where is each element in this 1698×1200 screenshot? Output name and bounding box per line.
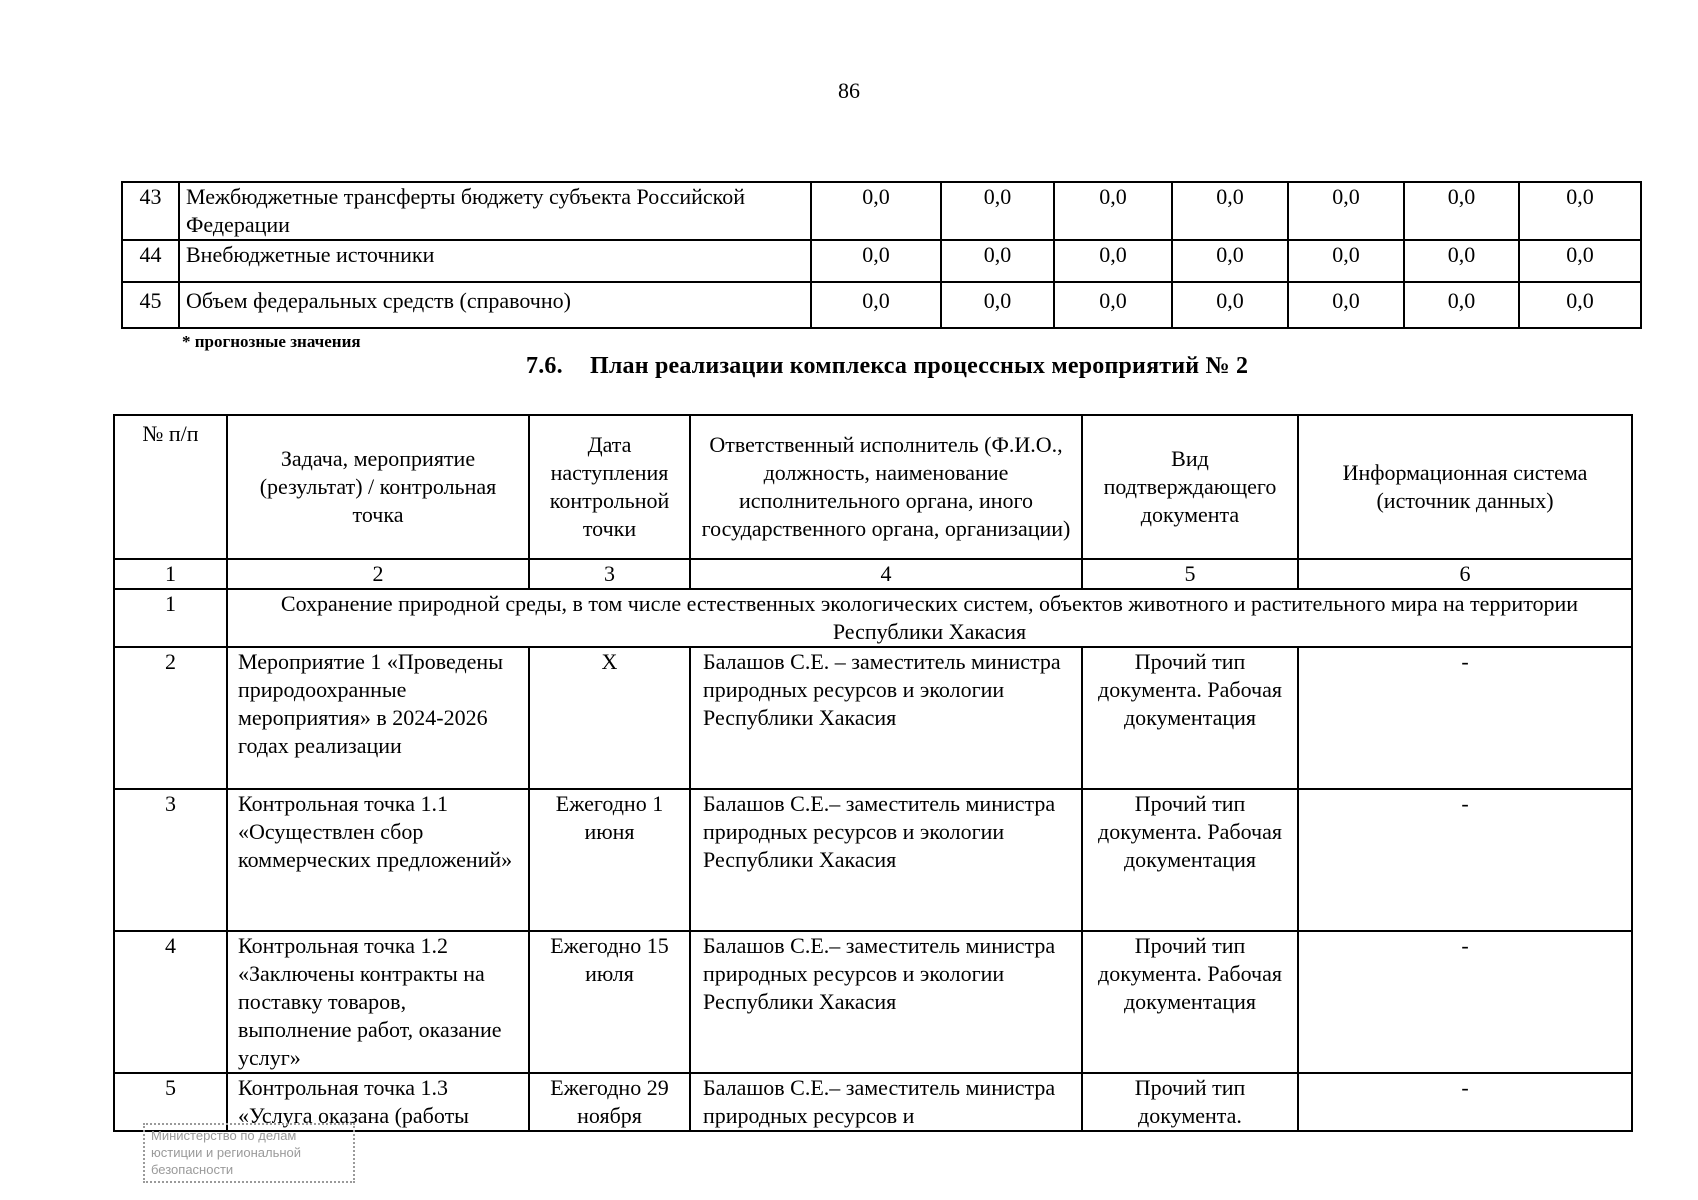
task-cell: Контрольная точка 1.2 «Заключены контракты на поставку товаров, выполнение работ, оказание услуг»: [227, 931, 529, 1073]
value-cell: 0,0: [941, 240, 1054, 282]
budget-table: [121, 181, 1642, 329]
row-number: 2: [114, 647, 227, 789]
section-row: [114, 589, 1632, 647]
document-cell: Прочий тип документа. Рабочая документация: [1082, 931, 1298, 1073]
value-cell: 0,0: [1288, 240, 1404, 282]
col-header-responsible: Ответственный исполнитель (Ф.И.О., должность, наименование исполнительного органа, иного государственного органа, организации): [690, 415, 1082, 559]
value-cell: 0,0: [941, 182, 1054, 240]
header-row: [114, 415, 1632, 559]
value-cell: 0,0: [1519, 282, 1641, 328]
value-cell: 0,0: [1404, 240, 1519, 282]
document-cell: Прочий тип документа. Рабочая документация: [1082, 647, 1298, 789]
task-cell: Мероприятие 1 «Проведены природоохранные мероприятия» в 2024-2026 годах реализации: [227, 647, 529, 789]
value-cell: 0,0: [941, 282, 1054, 328]
date-cell: Х: [529, 647, 690, 789]
col-header-number: № п/п: [114, 415, 227, 559]
column-index-row: [114, 559, 1632, 589]
row-label: Внебюджетные источники: [179, 240, 811, 282]
value-cell: 0,0: [1172, 282, 1288, 328]
footnote: * прогнозные значения: [182, 332, 361, 351]
responsible-cell: Балашов С.Е.– заместитель министра природных ресурсов и экологии Республики Хакасия: [690, 931, 1082, 1073]
value-cell: 0,0: [1172, 240, 1288, 282]
section-title-text: План реализации комплекса процессных мероприятий № 2: [590, 353, 1249, 379]
table-row: [114, 647, 1632, 789]
row-number: 45: [122, 282, 179, 328]
value-cell: 0,0: [1404, 282, 1519, 328]
date-cell: Ежегодно 15 июля: [529, 931, 690, 1073]
row-label: Межбюджетные трансферты бюджету субъекта Российской Федерации: [179, 182, 811, 240]
plan-table: [113, 414, 1633, 1132]
stamp-line: безопасности: [151, 1162, 234, 1177]
row-number: 4: [114, 931, 227, 1073]
value-cell: 0,0: [811, 182, 941, 240]
budget-row: [122, 240, 1641, 282]
section-number: 7.6.: [526, 353, 563, 379]
stamp-line: юстиции и региональной: [151, 1145, 302, 1160]
task-cell: Контрольная точка 1.3 «Услуга оказана (работы: [227, 1073, 529, 1131]
section-title: [526, 353, 1248, 380]
value-cell: 0,0: [1519, 240, 1641, 282]
row-number: 5: [114, 1073, 227, 1131]
system-cell: -: [1298, 789, 1632, 931]
value-cell: 0,0: [1404, 182, 1519, 240]
col-header-document: Вид подтверждающего документа: [1082, 415, 1298, 559]
budget-row: [122, 282, 1641, 328]
value-cell: 0,0: [1288, 282, 1404, 328]
budget-row: [122, 182, 1641, 240]
faded-stamp: [143, 1123, 355, 1183]
section-text: Сохранение природной среды, в том числе естественных экологических систем, объектов животного и растительного мира на территории Республики Хакасия: [227, 589, 1632, 647]
value-cell: 0,0: [1288, 182, 1404, 240]
task-cell: Контрольная точка 1.1 «Осуществлен сбор коммерческих предложений»: [227, 789, 529, 931]
system-cell: -: [1298, 931, 1632, 1073]
column-index: 4: [690, 559, 1082, 589]
column-index: 1: [114, 559, 227, 589]
row-number: 1: [114, 589, 227, 647]
responsible-cell: Балашов С.Е. – заместитель министра природных ресурсов и экологии Республики Хакасия: [690, 647, 1082, 789]
value-cell: 0,0: [1054, 182, 1172, 240]
date-cell: Ежегодно 29 ноября: [529, 1073, 690, 1131]
col-header-task: Задача, мероприятие (результат) / контрольная точка: [227, 415, 529, 559]
system-cell: -: [1298, 647, 1632, 789]
column-index: 5: [1082, 559, 1298, 589]
responsible-cell: Балашов С.Е.– заместитель министра природных ресурсов и экологии Республики Хакасия: [690, 789, 1082, 931]
value-cell: 0,0: [811, 282, 941, 328]
responsible-cell: Балашов С.Е.– заместитель министра природных ресурсов и: [690, 1073, 1082, 1131]
page-number: 86: [838, 78, 860, 103]
value-cell: 0,0: [1172, 182, 1288, 240]
value-cell: 0,0: [1054, 282, 1172, 328]
document-cell: Прочий тип документа. Рабочая документация: [1082, 789, 1298, 931]
system-cell: -: [1298, 1073, 1632, 1131]
row-number: 44: [122, 240, 179, 282]
table-row: [114, 789, 1632, 931]
column-index: 6: [1298, 559, 1632, 589]
value-cell: 0,0: [1054, 240, 1172, 282]
col-header-date: Дата наступления контрольной точки: [529, 415, 690, 559]
date-cell: Ежегодно 1 июня: [529, 789, 690, 931]
table-row: [114, 931, 1632, 1073]
col-header-system: Информационная система (источник данных): [1298, 415, 1632, 559]
row-label: Объем федеральных средств (справочно): [179, 282, 811, 328]
row-number: 3: [114, 789, 227, 931]
row-number: 43: [122, 182, 179, 240]
column-index: 3: [529, 559, 690, 589]
value-cell: 0,0: [1519, 182, 1641, 240]
value-cell: 0,0: [811, 240, 941, 282]
stamp-line: Министерство по делам: [151, 1128, 297, 1143]
column-index: 2: [227, 559, 529, 589]
document-cell: Прочий тип документа.: [1082, 1073, 1298, 1131]
